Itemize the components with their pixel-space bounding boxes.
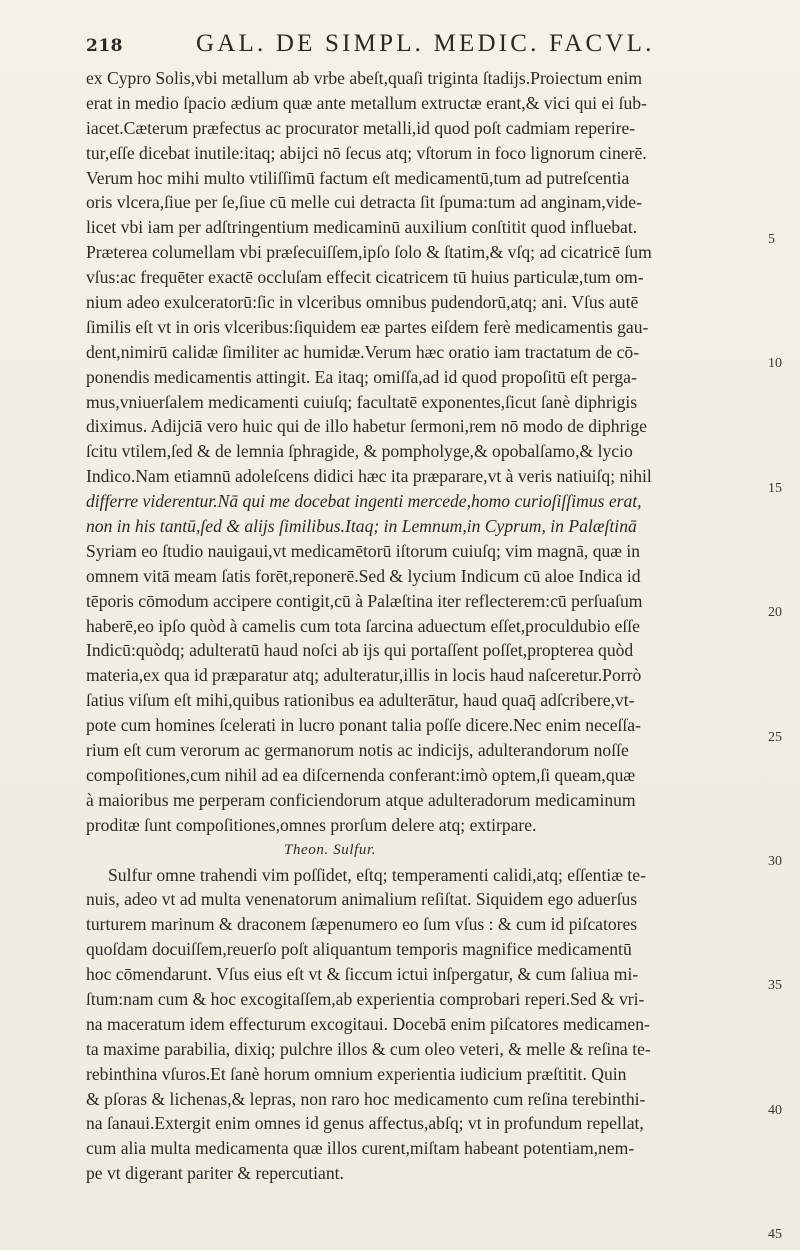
text-line: licet vbi iam per adſtringentium medicaminū auxilium conſtitit quod influebat.: [86, 217, 638, 238]
text-line: ſatius viſum eſt mihi,quibus rationibus ea adulterātur, haud quaq̄ adſcribere,vt-: [86, 690, 635, 711]
section-heading: Theon. Sulfur.: [284, 841, 377, 858]
margin-number: 15: [768, 481, 782, 496]
text-line: ponendis medicamentis attingit. Ea itaq; omiſſa,ad id quod propoſitū eſt perga-: [86, 366, 637, 387]
margin-number: 10: [768, 356, 782, 371]
text-line: hoc cōmendarunt. Vſus eius eſt vt & ſiccum ictui inſpergatur, & cum ſaliua mi-: [86, 964, 639, 985]
text-line: haberē,eo ipſo quòd à camelis cum tota ſarcina aduectum eſſet,proculdubio eſſe: [86, 615, 640, 636]
margin-number: 45: [768, 1227, 782, 1242]
text-line: Syriam eo ſtudio nauigaui,vt medicamētorū iſtorum cuiuſq; vim magnā, quæ in: [86, 540, 641, 561]
text-line: nuis, adeo vt ad multa venenatorum animalium reſiſtat. Siquidem ego aduerſus: [86, 889, 638, 910]
text-line: omnem vitā meam ſatis forēt,reponerē.Sed & lycium Indicum cū aloe Indica id: [86, 565, 641, 586]
text-line: diximus. Adijciā vero huic qui de illo habetur ſermoni,rem nō modo de diphrige: [86, 416, 647, 437]
text-line: materia,ex qua id præparatur atq; adulteratur,illis in locis haud naſceretur.Porrò: [86, 665, 642, 686]
text-line: rebinthina vſuros.Et ſanè horum omnium experientia iudicium præſtitit. Quin: [86, 1063, 627, 1084]
text-line: tur,eſſe dicebat inutile:itaq; abijci nō ſecus atq; vſtorum in foco lignorum cinerē.: [86, 142, 647, 163]
margin-number: 35: [768, 978, 782, 993]
text-line: Indicū:quòdq; adulteratū haud noſci ab ijs qui portaſſent poſſet,propterea quòd: [86, 640, 634, 661]
text-line: ſcitu vtilem,ſed & de lemnia ſphragide, & pompholyge,& opobalſamo,& lycio: [86, 441, 633, 462]
text-line-italic: non in his tantū,ſed & alijs ſimilibus.Itaq; in Lemnum,in Cyprum, in Palæſtinā: [86, 516, 637, 537]
margin-number: 30: [768, 854, 782, 869]
text-line: Indico.Nam etiamnū adoleſcens didici hæc ita præparare,vt à veris natiuiſq; nihil: [86, 466, 652, 487]
text-line: iacet.Cæterum præfectus ac procurator metalli,id quod poſt cadmiam reperire-: [86, 117, 636, 138]
text-line: ſimilis eſt vt in oris vlceribus:ſiquidem eæ partes eiſdem ferè medicamentis gau-: [86, 316, 649, 337]
text-line: ta maxime parabilia, dixiq; pulchre illos & cum oleo veteri, & melle & reſina te-: [86, 1038, 651, 1059]
page-header: [0, 30, 800, 60]
text-line: compoſitiones,cum nihil ad ea diſcernenda conferant:imò optem,ſi queam,quæ: [86, 764, 636, 785]
text-line: na maceratum idem effecturum excogitaui. Docebā enim piſcatores medicamen-: [86, 1013, 650, 1034]
text-line: tēporis cōmodum accipere contigit,cū à Palæſtina iter reflecterem:cū perſuaſum: [86, 590, 643, 611]
text-line: mus,vniuerſalem medicamenti cuiuſq; facultatē exponentes,ſicut ſanè diphrigis: [86, 391, 638, 412]
text-line: ex Cypro Solis,vbi metallum ab vrbe abeſt,quaſi triginta ſtadijs.Proiectum enim: [86, 68, 643, 88]
text-line: Præterea columellam vbi præſecuiſſem,ipſo ſolo & ſtatim,& vſq; ad cicatricē ſum: [86, 242, 652, 263]
text-line: nium adeo exulceratorū:ſic in vlceribus omnibus pudendorū,atq; ani. Vſus autē: [86, 292, 639, 313]
page-number: 218: [86, 36, 123, 56]
margin-number: 5: [768, 232, 775, 247]
text-line: vſus:ac frequēter exactē occluſam effecit cicatricem tū huius particulæ,tum om-: [86, 267, 644, 288]
text-line: erat in medio ſpacio ædium quæ ante metallum extructæ erant,& vici qui ei ſub-: [86, 92, 647, 113]
text-line: na ſanaui.Extergit enim omnes id genus affectus,abſq; vt in profundum repellat,: [86, 1113, 644, 1134]
text-line: proditæ ſunt compoſitiones,omnes prorſum delere atq; extirpare.: [86, 814, 537, 835]
margin-number: 40: [768, 1103, 782, 1118]
text-line: quoſdam docuiſſem,reuerſo poſt aliquantum temporis magnifice medicamentū: [86, 939, 632, 960]
text-line: pote cum homines ſcelerati in lucro ponant talia poſſe dicere.Nec enim neceſſa-: [86, 715, 641, 736]
text-line: cum alia multa medicamenta quæ illos curent,miſtam habeant potentiam,nem-: [86, 1138, 635, 1159]
text-line: turturem marinum & draconem ſæpenumero eo ſum vſus : & cum id piſcatores: [86, 914, 638, 935]
text-line: dent,nimirū calidæ ſimiliter ac humidæ.Verum hæc oratio iam tractatum de cō-: [86, 341, 640, 362]
text-line: oris vlcera,ſiue per ſe,ſiue cū melle cui detracta ſit ſpuma:tum ad anginam,vide-: [86, 192, 642, 213]
text-line: pe vt digerant pariter & repercutiant.: [86, 1163, 344, 1184]
text-line: à maioribus me perperam conficiendorum atque adulteradorum medicaminum: [86, 789, 636, 810]
text-line: Verum hoc mihi multo vtiliſſimū factum eſt medicamentū,tum ad putreſcentia: [86, 167, 630, 188]
text-line: & pſoras & lichenas,& lepras, non raro hoc medicamento cum reſina terebinthi-: [86, 1088, 646, 1109]
running-title: GAL. DE SIMPL. MEDIC. FACVL.: [196, 30, 655, 57]
margin-number: 20: [768, 605, 782, 620]
body-text: [86, 66, 766, 1186]
text-line: ſtum:nam cum & hoc excogitaſſem,ab experientia comprobari reperi.Sed & vri-: [86, 988, 645, 1009]
margin-number: 25: [768, 730, 782, 745]
text-line: rium eſt cum verorum ac germanorum notis ac indicijs, adulterandorum noſſe: [86, 740, 629, 761]
text-line-italic: differre viderentur.Nā qui me docebat ingenti mercede,homo curioſiſſimus erat,: [86, 491, 642, 512]
text-line: Sulfur omne trahendi vim poſſidet, eſtq; temperamenti calidi,atq; eſſentiæ te-: [108, 864, 646, 885]
